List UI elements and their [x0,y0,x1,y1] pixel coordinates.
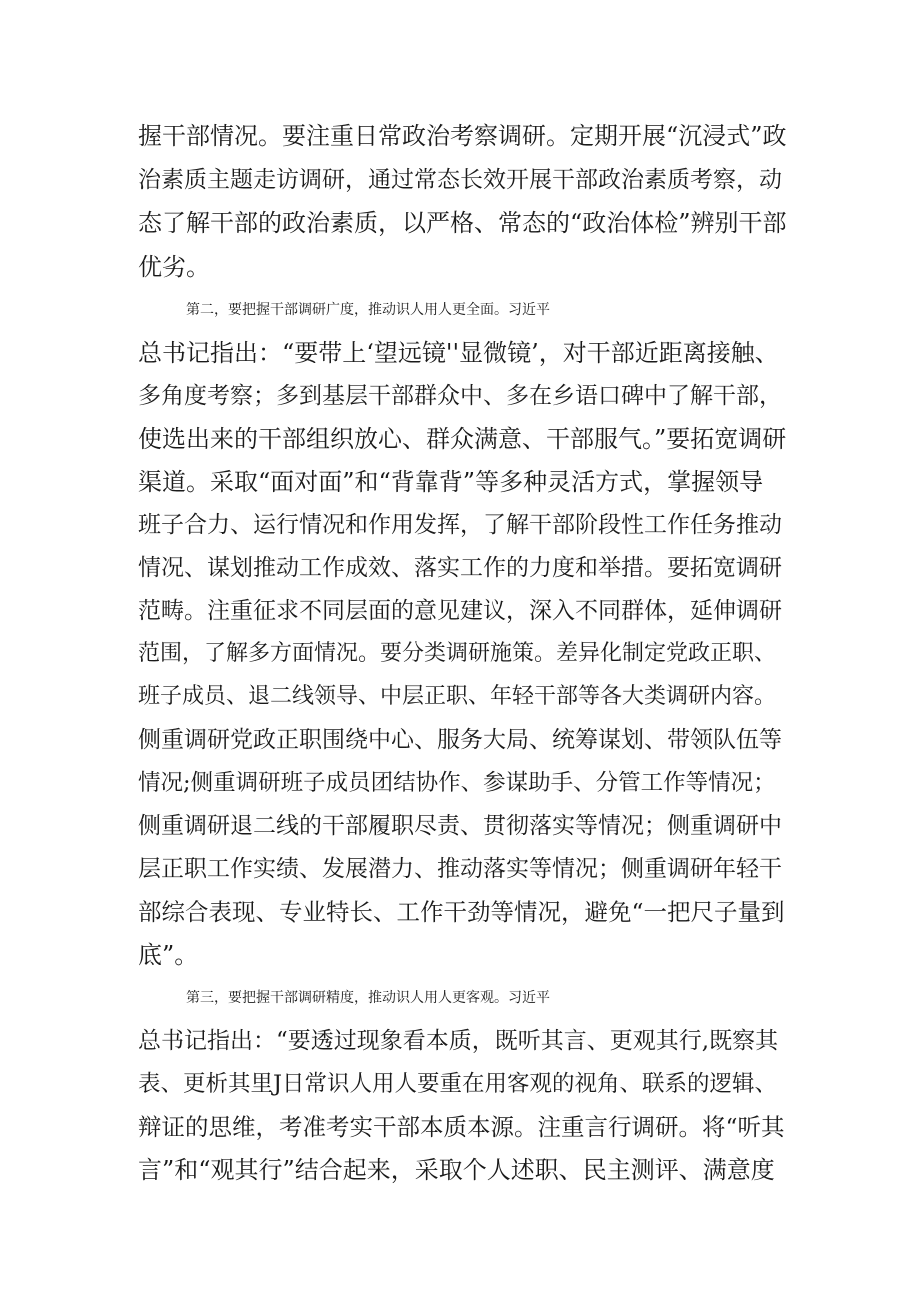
text-line: 治素质主题走访调研，通过常态长效开展干部政治素质考察，动 [138,167,782,193]
text-line: 总书记指出：“要透过现象看本质，既听其言、更观其行,既察其 [138,1028,779,1054]
text-line: 层正职工作实绩、发展潜力、推动落实等情况；侧重调研年轻干 [138,856,782,882]
text-line: 侧重调研党政正职围绕中心、服务大局、统筹谋划、带领队伍等 [138,727,782,753]
text-line: 底”。 [138,941,199,969]
text-line: 渠道。采取“面对面”和“背靠背”等多种灵活方式，掌握领导 [138,468,764,496]
text-line: 班子成员、退二线领导、中层正职、年轻干部等各大类调研内容。 [138,684,777,709]
text-line: 侧重调研退二线的干部履职尽责、贯彻落实等情况；侧重调研中 [138,813,782,839]
text-line: 多角度考察；多到基层干部群众中、多在乡语口碑中了解干部， [138,383,782,409]
text-line: 握干部情况。要注重日常政治考察调研。定期开展“沉浸式”政 [138,122,787,150]
paragraph-first-line: 第二，要把握干部调研广度，推动识人用人更全面。习近平 [186,302,550,318]
text-line: 范畴。注重征求不同层面的意见建议，深入不同群体，延伸调研 [138,598,782,624]
text-line: 表、更析其里J日常识人用人要重在用客观的视角、联系的逻辑、 [138,1071,778,1097]
text-line: 优劣。 [138,253,210,281]
text-line: 情况;侧重调研班子成员团结协作、参谋助手、分管工作等情况； [138,770,776,796]
text-line: 总书记指出：“要带上‘望远镜''显微镜’，对干部近距离接触、 [138,339,779,367]
text-line: 言”和“观其行”结合起来，采取个人述职、民主测评、满意度 [138,1156,775,1184]
text-line: 辩证的思维，考准考实干部本质本源。注重言行调研。将“听其 [138,1113,785,1141]
text-line: 部综合表现、专业特长、工作干劲等情况，避免“一把尺子量到 [138,898,785,926]
text-line: 使选出来的干部组织放心、群众满意、干部服气。”要拓宽调研 [138,425,787,453]
text-line: 范围，了解多方面情况。要分类调研施策。差异化制定党政正职、 [138,641,777,666]
text-line: 班子合力、运行情况和作用发挥，了解干部阶段性工作任务推动 [138,512,782,538]
text-line: 态了解干部的政治素质，以严格、常态的“政治体检”辨别干部 [138,209,787,237]
text-line: 情况、谋划推动工作成效、落实工作的力度和举措。要拓宽调研 [138,555,782,581]
paragraph-first-line: 第三，要把握干部调研精度，推动识人用人更客观。习近平 [186,990,550,1006]
